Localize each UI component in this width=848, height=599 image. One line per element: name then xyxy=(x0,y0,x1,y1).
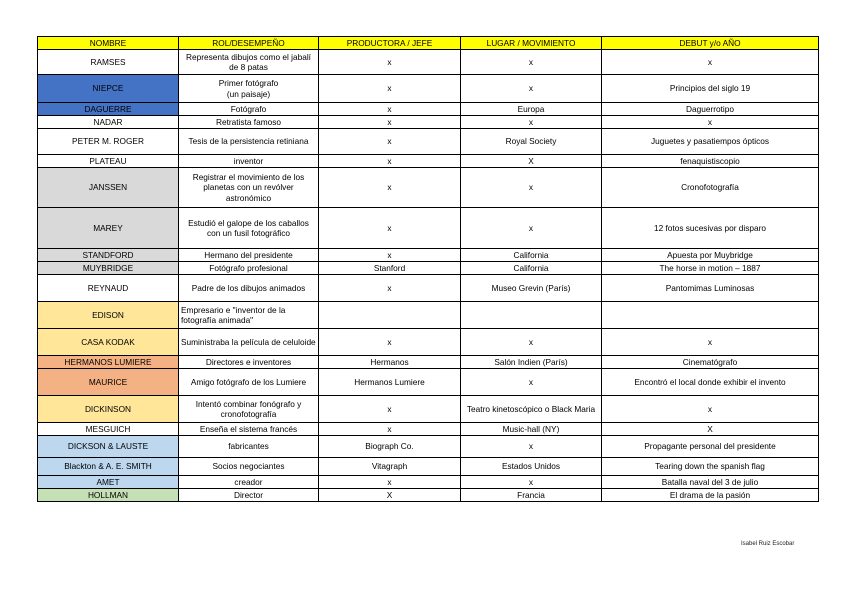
table-row xyxy=(38,208,819,249)
table-row xyxy=(38,396,819,423)
cell-debut: x xyxy=(602,116,819,129)
cell-productora: x xyxy=(319,155,461,168)
cell-debut: 12 fotos sucesivas por disparo xyxy=(602,208,819,249)
cell-lugar: California xyxy=(461,249,602,262)
cell-lugar: x xyxy=(461,476,602,489)
cell-nombre: HOLLMAN xyxy=(38,489,179,502)
cell-lugar: Estados Unidos xyxy=(461,458,602,476)
cell-productora: Vitagraph xyxy=(319,458,461,476)
cell-rol: Empresario e "inventor de la fotografía animada" xyxy=(179,302,319,329)
cell-productora: x xyxy=(319,75,461,103)
cell-debut: Cronofotografía xyxy=(602,168,819,208)
table-row xyxy=(38,103,819,116)
header-productora: PRODUCTORA / JEFE xyxy=(319,37,461,50)
cell-productora: x xyxy=(319,329,461,356)
table-row xyxy=(38,302,819,329)
table-row xyxy=(38,458,819,476)
cell-lugar: x xyxy=(461,50,602,75)
cell-lugar: x xyxy=(461,116,602,129)
cell-rol: Directores e inventores xyxy=(179,356,319,369)
cell-rol: Suministraba la película de celuloide xyxy=(179,329,319,356)
cell-rol: Estudió el galope de los caballos con un fusil fotográfico xyxy=(179,208,319,249)
author-credit: Isabel Ruiz Escobar xyxy=(741,541,795,547)
cell-productora: Hermanos xyxy=(319,356,461,369)
cell-lugar: California xyxy=(461,262,602,275)
table-row xyxy=(38,75,819,103)
cell-nombre: MUYBRIDGE xyxy=(38,262,179,275)
cell-productora: Biograph Co. xyxy=(319,436,461,458)
cell-nombre: RAMSES xyxy=(38,50,179,75)
cell-nombre: DICKINSON xyxy=(38,396,179,423)
table-row xyxy=(38,50,819,75)
header-rol: ROL/DESEMPEÑO xyxy=(179,37,319,50)
table-row xyxy=(38,369,819,396)
cell-rol: Intentó combinar fonógrafo y cronofotografía xyxy=(179,396,319,423)
table-row xyxy=(38,116,819,129)
cell-lugar: Francia xyxy=(461,489,602,502)
cell-debut: fenaquistiscopio xyxy=(602,155,819,168)
table-row xyxy=(38,489,819,502)
cell-debut: Juguetes y pasatiempos ópticos xyxy=(602,129,819,155)
table-row xyxy=(38,423,819,436)
cell-debut: Encontró el local donde exhibir el invento xyxy=(602,369,819,396)
cell-productora: x xyxy=(319,168,461,208)
cell-rol: Registrar el movimiento de los planetas con un revólver astronómico xyxy=(179,168,319,208)
table-row xyxy=(38,155,819,168)
cell-debut: X xyxy=(602,423,819,436)
cell-rol: Retratista famoso xyxy=(179,116,319,129)
cell-lugar: x xyxy=(461,208,602,249)
cell-debut: The horse in motion – 1887 xyxy=(602,262,819,275)
cell-productora: x xyxy=(319,275,461,302)
table-row xyxy=(38,436,819,458)
cell-debut: Daguerrotipo xyxy=(602,103,819,116)
cell-debut: x xyxy=(602,329,819,356)
cell-lugar: x xyxy=(461,168,602,208)
cell-rol: Socios negociantes xyxy=(179,458,319,476)
cell-lugar: x xyxy=(461,329,602,356)
cell-nombre: EDISON xyxy=(38,302,179,329)
cell-nombre: NADAR xyxy=(38,116,179,129)
cell-nombre: STANDFORD xyxy=(38,249,179,262)
cell-productora: x xyxy=(319,129,461,155)
cell-rol: fabricantes xyxy=(179,436,319,458)
cell-nombre: MAURICE xyxy=(38,369,179,396)
cell-lugar: Europa xyxy=(461,103,602,116)
cell-debut: Pantomimas Luminosas xyxy=(602,275,819,302)
cell-nombre: CASA KODAK xyxy=(38,329,179,356)
cell-productora: X xyxy=(319,489,461,502)
cell-nombre: JANSSEN xyxy=(38,168,179,208)
cell-debut: Batalla naval del 3 de julio xyxy=(602,476,819,489)
table-row xyxy=(38,356,819,369)
cell-nombre: MAREY xyxy=(38,208,179,249)
cell-productora: Stanford xyxy=(319,262,461,275)
cell-debut xyxy=(602,302,819,329)
header-nombre: NOMBRE xyxy=(38,37,179,50)
cell-rol: Primer fotógrafo (un paisaje) xyxy=(179,75,319,103)
cell-debut: Propagante personal del presidente xyxy=(602,436,819,458)
cell-lugar: x xyxy=(461,436,602,458)
cell-rol: creador xyxy=(179,476,319,489)
cell-nombre: Blackton & A. E. SMITH xyxy=(38,458,179,476)
cell-lugar: Salón Indien (París) xyxy=(461,356,602,369)
cell-rol: Representa dibujos como el jabalí de 8 patas xyxy=(179,50,319,75)
cell-productora: x xyxy=(319,476,461,489)
cell-nombre: HERMANOS LUMIERE xyxy=(38,356,179,369)
table-row xyxy=(38,249,819,262)
table-row xyxy=(38,262,819,275)
cell-productora: x xyxy=(319,249,461,262)
cell-rol: Padre de los dibujos animados xyxy=(179,275,319,302)
cell-productora: Hermanos Lumiere xyxy=(319,369,461,396)
cell-rol: Tesis de la persistencia retiniana xyxy=(179,129,319,155)
cell-productora: x xyxy=(319,116,461,129)
cell-nombre: MESGUICH xyxy=(38,423,179,436)
cell-debut: El drama de la pasión xyxy=(602,489,819,502)
table-row xyxy=(38,275,819,302)
cell-nombre: PLATEAU xyxy=(38,155,179,168)
cell-rol: inventor xyxy=(179,155,319,168)
cell-productora: x xyxy=(319,208,461,249)
header-row xyxy=(38,37,819,50)
cell-rol: Enseña el sistema francés xyxy=(179,423,319,436)
table-row xyxy=(38,129,819,155)
cell-productora: x xyxy=(319,50,461,75)
cell-lugar: x xyxy=(461,75,602,103)
cell-nombre: REYNAUD xyxy=(38,275,179,302)
header-lugar: LUGAR / MOVIMIENTO xyxy=(461,37,602,50)
cell-rol: Director xyxy=(179,489,319,502)
cell-rol: Fotógrafo profesional xyxy=(179,262,319,275)
cell-lugar: Royal Society xyxy=(461,129,602,155)
historia-cine-table xyxy=(37,36,819,502)
cell-productora: x xyxy=(319,103,461,116)
cell-lugar: Museo Grevin (París) xyxy=(461,275,602,302)
cell-productora: x xyxy=(319,423,461,436)
cell-productora: x xyxy=(319,396,461,423)
cell-nombre: DAGUERRE xyxy=(38,103,179,116)
cell-nombre: NIEPCE xyxy=(38,75,179,103)
cell-nombre: PETER M. ROGER xyxy=(38,129,179,155)
table-row xyxy=(38,476,819,489)
cell-lugar xyxy=(461,302,602,329)
cell-debut: Apuesta por Muybridge xyxy=(602,249,819,262)
cell-lugar: x xyxy=(461,369,602,396)
cell-rol: Hermano del presidente xyxy=(179,249,319,262)
cell-lugar: Music-hall (NY) xyxy=(461,423,602,436)
cell-rol: Amigo fotógrafo de los Lumiere xyxy=(179,369,319,396)
cell-lugar: X xyxy=(461,155,602,168)
cell-debut: x xyxy=(602,396,819,423)
cell-productora xyxy=(319,302,461,329)
cell-debut: x xyxy=(602,50,819,75)
table-row xyxy=(38,329,819,356)
cell-nombre: AMET xyxy=(38,476,179,489)
cell-debut: Principios del siglo 19 xyxy=(602,75,819,103)
header-debut: DEBUT y/o AÑO xyxy=(602,37,819,50)
cell-debut: Cinematógrafo xyxy=(602,356,819,369)
cell-lugar: Teatro kinetoscópico o Black Maria xyxy=(461,396,602,423)
cell-nombre: DICKSON & LAUSTE xyxy=(38,436,179,458)
cell-debut: Tearing down the spanish flag xyxy=(602,458,819,476)
cell-rol: Fotógrafo xyxy=(179,103,319,116)
table-row xyxy=(38,168,819,208)
